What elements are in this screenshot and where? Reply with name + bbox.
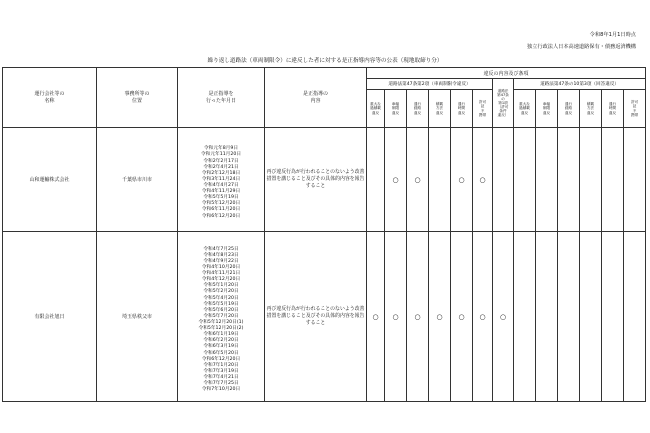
subheader-line: 過積載 — [370, 106, 381, 111]
violation-mark: ○ — [451, 128, 473, 232]
violation-mark: ○ — [407, 128, 429, 232]
art47-4-line: 道路法 — [497, 88, 509, 93]
guidance-date: 令和5年1月20日 — [203, 283, 239, 289]
subheader-line: 違反 — [435, 110, 444, 115]
guidance-date: 令和6年2月20日 — [203, 338, 239, 344]
guidance-date: 令和5年12月20日 — [201, 201, 241, 207]
guidance-date: 令和5年12月20日(2) — [198, 326, 244, 332]
guidance-date: 令和7年4月21日 — [203, 374, 239, 380]
violation-mark: ○ — [451, 232, 473, 402]
violation-mark — [602, 232, 624, 402]
as-of-date: 令和8年1月1日時点 — [589, 32, 636, 38]
subheader-line: 通行 — [413, 102, 422, 107]
guidance-date: 令和7年10月20日 — [201, 387, 241, 393]
violation-mark — [624, 232, 646, 402]
violation-mark: ○ — [407, 232, 429, 402]
guidance-content: 再び違反行為が行われることのないよう改善措置を講じること及びその具体的内容を報告すること — [265, 128, 367, 232]
subheader-line: 違反 — [413, 110, 422, 115]
col-content-line1: 是正指導の — [302, 90, 328, 97]
col-47-2-sub-1 — [385, 90, 407, 128]
subheader-line: 制限 — [391, 106, 400, 111]
col-47-2-sub-4 — [451, 90, 473, 128]
subheader-line: 時間 — [608, 106, 617, 111]
violation-mark — [580, 128, 602, 232]
guidance-date: 令和元年11月20日 — [200, 152, 242, 158]
art47-4-line: 違反） — [497, 113, 509, 118]
col-47-2-sub-2 — [407, 90, 429, 128]
subheader-line: 車幅 — [542, 102, 551, 107]
guidance-date: 令和7年3月19日 — [203, 368, 239, 374]
guidance-date: 令和4年7月25日 — [203, 246, 239, 252]
guidance-date: 令和6年5月20日 — [203, 350, 239, 356]
subheader-line: 違反 — [542, 110, 551, 115]
guidance-date: 令和7年1月20日 — [203, 362, 239, 368]
art47-4-line: 第47条 — [497, 92, 509, 97]
office-location: 埼玉県秩父市 — [97, 232, 178, 402]
office-location: 千葉県市川市 — [97, 128, 178, 232]
col-group-art47-10: 道路法第47条の10第3項（回答違反） — [514, 79, 646, 90]
guidance-date: 令和4年10月20日 — [201, 265, 241, 271]
subheader-line: 方法 — [435, 106, 444, 111]
subheader-line: 違反 — [586, 110, 595, 115]
subheader-line: 違反 — [457, 110, 466, 115]
art47-4-line: 第1項 — [498, 100, 508, 105]
col-content-line2: 内容 — [310, 97, 321, 104]
guidance-date: 令和5年4月20日 — [203, 295, 239, 301]
guidance-date: 令和6年12月20日 — [201, 213, 241, 219]
guidance-date: 令和5年5月19日 — [203, 301, 239, 307]
col-operator-line2: 名称 — [44, 97, 55, 104]
subheader-line: 経路 — [564, 106, 573, 111]
col-office-location — [97, 68, 178, 128]
violation-mark — [493, 128, 514, 232]
violation-mark — [558, 128, 580, 232]
subheader-line: 方法 — [586, 106, 595, 111]
violation-mark: ○ — [367, 232, 385, 402]
guidance-date: 令和4年12月20日 — [201, 277, 241, 283]
col-47-10-sub-4 — [602, 90, 624, 128]
subheader-line: 通行 — [457, 102, 466, 107]
subheader-line: 違反 — [371, 110, 380, 115]
col-47-2-sub-5 — [473, 90, 493, 128]
violation-mark: ○ — [473, 128, 493, 232]
col-47-10-sub-5 — [624, 90, 646, 128]
violation-mark — [558, 232, 580, 402]
guidance-date: 令和6年12月20日 — [201, 356, 241, 362]
subheader-line: 違反 — [608, 110, 617, 115]
page-title: 繰り返し道路法（車両制限令）に違反した者に対する是正指導内容等の公表（現地取締り分） — [207, 58, 443, 64]
col-47-10-sub-0 — [514, 90, 536, 128]
guidance-date: 令和4年8月23日 — [203, 252, 239, 258]
violation-mark: ○ — [473, 232, 493, 402]
col-47-2-sub-0 — [367, 90, 385, 128]
col-operator-name — [3, 68, 97, 128]
subheader-line: 証 — [480, 104, 485, 109]
operator-name: 山和運輸株式会社 — [3, 128, 97, 232]
guidance-date: 令和7年7月25日 — [203, 381, 239, 387]
subheader-line: 時間 — [457, 106, 466, 111]
subheader-line: 経路 — [413, 106, 422, 111]
guidance-date: 令和4年9月22日 — [203, 258, 239, 264]
violation-mark — [536, 232, 558, 402]
col-office-line1: 事務所等の — [124, 90, 150, 97]
enforcement-table — [2, 67, 646, 402]
guidance-date: 令和元年8月9日 — [203, 146, 239, 152]
col-47-10-sub-3 — [580, 90, 602, 128]
violation-mark: ○ — [429, 232, 451, 402]
col-guidance-date — [178, 68, 265, 128]
col-date-line2: 行った年月日 — [205, 97, 236, 104]
subheader-line: 違反 — [520, 110, 529, 115]
subheader-line: 制限 — [542, 106, 551, 111]
guidance-date: 令和4年11月29日 — [201, 189, 241, 195]
col-47-10-sub-1 — [536, 90, 558, 128]
subheader-line: 違反 — [391, 110, 400, 115]
col-group-art47-2: 道路法第47条第2項（車両制限令違反） — [367, 79, 493, 90]
violation-mark: ○ — [493, 232, 514, 402]
col-office-line2: 位置 — [131, 97, 142, 104]
guidance-date: 令和5年5月19日 — [203, 195, 239, 201]
guidance-date: 令和5年7月20日 — [203, 313, 239, 319]
subheader-line: 証 — [632, 104, 637, 109]
art47-4-line: 条件 — [499, 109, 507, 114]
subheader-line: 許可 — [478, 100, 487, 105]
table-row — [3, 128, 646, 232]
guidance-date: 令和2年2月17日 — [203, 158, 239, 164]
guidance-date: 令和2年4月21日 — [203, 164, 239, 170]
guidance-date: 令和6年11月20日 — [201, 207, 241, 213]
subheader-line: 積載 — [435, 102, 444, 107]
col-guidance-content — [265, 68, 367, 128]
violation-mark — [580, 232, 602, 402]
subheader-line: 違反 — [564, 110, 573, 115]
guidance-content: 再び違反行為が行われることのないよう改善措置を講じること及びその具体的内容を報告すること — [265, 232, 367, 402]
guidance-date: 令和6年1月19日 — [203, 332, 239, 338]
violation-mark: ○ — [385, 128, 407, 232]
subheader-line: 車幅 — [391, 102, 400, 107]
guidance-date: 令和3年11月24日 — [201, 176, 241, 182]
subheader-line: 重大な — [519, 102, 530, 107]
guidance-date: 令和4年4月27日 — [203, 183, 239, 188]
subheader-line: 重大な — [370, 102, 381, 107]
subheader-line: 不 — [480, 108, 485, 113]
subheader-line: 携帯 — [478, 112, 487, 117]
guidance-date: 令和2年12月18日 — [201, 170, 241, 176]
subheader-line: 積載 — [586, 102, 595, 107]
guidance-date: 令和5年6月20日 — [203, 307, 239, 313]
art47-4-line: （許可 — [497, 105, 509, 110]
subheader-line: 通行 — [608, 102, 617, 107]
violation-mark — [514, 232, 536, 402]
subheader-line: 過積載 — [519, 106, 530, 111]
violation-mark — [429, 128, 451, 232]
art47-4-line: の — [501, 96, 505, 101]
col-violations: 違反の内容及び条項 — [367, 68, 646, 79]
col-47-2-sub-3 — [429, 90, 451, 128]
violation-mark: ○ — [385, 232, 407, 402]
col-art47-4-permit — [493, 79, 514, 128]
organization-name: 独立行政法人日本高速道路保有・債務返済機構 — [527, 44, 636, 50]
guidance-date: 令和4年11月21日 — [201, 271, 241, 277]
guidance-dates — [178, 232, 265, 402]
guidance-date: 令和5年2月20日 — [203, 289, 239, 295]
guidance-dates — [178, 128, 265, 232]
table-row — [3, 232, 646, 402]
subheader-line: 通行 — [564, 102, 573, 107]
subheader-line: 許可 — [630, 100, 639, 105]
guidance-date: 令和6年3月19日 — [203, 344, 239, 350]
violation-mark — [514, 128, 536, 232]
col-operator-line1: 運行会社等の — [34, 90, 65, 97]
operator-name: 有限会社旭日 — [3, 232, 97, 402]
violation-mark — [602, 128, 624, 232]
subheader-line: 携帯 — [630, 112, 639, 117]
violation-mark — [624, 128, 646, 232]
violation-mark — [367, 128, 385, 232]
violation-mark — [536, 128, 558, 232]
guidance-date: 令和5年12月20日(1) — [198, 320, 244, 325]
col-date-line1: 是正指導を — [208, 90, 234, 97]
subheader-line: 不 — [632, 108, 637, 113]
col-47-10-sub-2 — [558, 90, 580, 128]
